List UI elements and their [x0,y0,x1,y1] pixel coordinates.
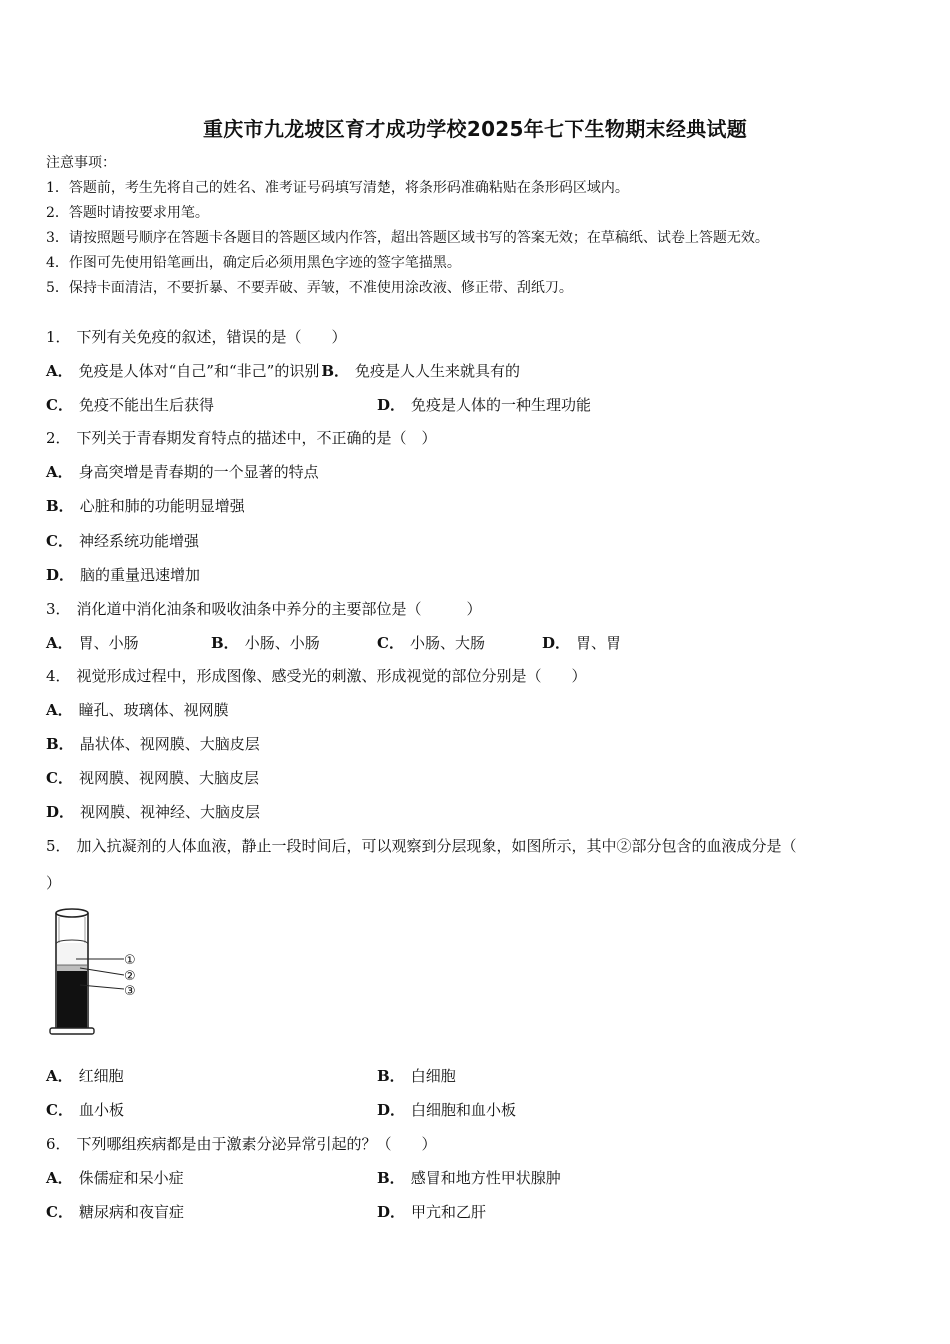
option-d: D． 视网膜、视神经、大脑皮层 [46,803,261,821]
question-number: 3． [46,600,71,618]
question-text: 视觉形成过程中，形成图像、感受光的刺激、形成视觉的部位分别是（ ） [76,667,587,685]
question-number: 6． [46,1135,71,1153]
option-a: A． 侏儒症和呆小症 [46,1169,184,1187]
question-stem [46,1133,437,1154]
page-title: 重庆市九龙坡区育才成功学校2025年七下生物期末经典试题 [202,117,748,141]
option-a: A． 红细胞 [46,1067,124,1085]
option-a: A． 身高突增是青春期的一个显著的特点 [46,463,319,481]
notice-item-text: 答题时请按要求用笔。 [68,205,209,221]
question-number: 1． [46,328,71,346]
option-b-key: B． [321,362,350,380]
option-c: C． 糖尿病和夜盲症 [46,1203,184,1221]
notice-item [46,227,769,247]
option-d: D． 脑的重量迅速增加 [46,566,201,584]
option-c: C． 视网膜、视网膜、大脑皮层 [46,769,259,787]
option-d: D． 胃、胃 [542,634,622,652]
notice-item [46,277,573,297]
notice-item-number: 2． [46,205,69,221]
question-number: 2． [46,429,71,447]
figure-label-2: ② [124,969,136,984]
figure-label-1: ① [124,953,136,968]
notice-item-text: 答题前，考生先将自己的姓名、准考证号码填写清楚，将条形码准确粘贴在条形码区域内。 [68,180,629,196]
option-a: A． 免疫是人体对“自己”和“非己”的识别 B． 免疫是人人生来就具有的 [46,362,521,380]
notice-item-number: 1． [46,180,69,196]
notice-item [46,177,629,197]
question-text: 消化道中消化油条和吸收油条中养分的主要部位是（ ） [76,600,482,618]
question-stem [46,427,437,448]
option-a: A． 胃、小肠 [46,634,139,652]
option-b: B． 白细胞 [377,1067,456,1085]
notice-item-text: 作图可先使用铅笔画出，确定后必须用黑色字迹的签字笔描黑。 [68,255,461,271]
option-b-text: 免疫是人人生来就具有的 [355,362,521,380]
notice-item-number: 4． [46,255,69,271]
question-text: 下列关于青春期发育特点的描述中，不正确的是（ ） [76,429,437,447]
option-c: C． 免疫不能出生后获得 [46,396,214,414]
question-stem [46,598,482,619]
notice-item-number: 3． [46,230,69,246]
question-text: 下列有关免疫的叙述，错误的是（ ） [76,328,347,346]
option-c: C． 小肠、大肠 [377,634,485,652]
option-c: C． 血小板 [46,1101,124,1119]
option-d: D． 甲亢和乙肝 [377,1203,487,1221]
question-number: 5． [46,837,71,855]
option-b: B． 心脏和肺的功能明显增强 [46,497,245,515]
question-text: 加入抗凝剂的人体血液，静止一段时间后，可以观察到分层现象，如图所示，其中②部分包含的血液成分是（ [76,837,797,855]
notice-heading: 注意事项： [46,155,116,171]
question-text: 下列哪组疾病都是由于激素分泌异常引起的？（ ） [76,1135,437,1153]
question-stem [46,835,797,856]
notice-item [46,202,209,222]
option-b: B． 晶状体、视网膜、大脑皮层 [46,735,260,753]
question-number: 4． [46,667,71,685]
notice-item-text: 请按照题号顺序在答题卡各题目的答题区域内作答，超出答题区域书写的答案无效；在草稿纸、试卷上答题无效。 [68,230,769,246]
option-a: A． 瞳孔、玻璃体、视网膜 [46,701,229,719]
figure-label-3: ③ [124,984,136,999]
question-stem [46,326,347,347]
notice-item-number: 5． [46,280,69,296]
option-b: B． 感冒和地方性甲状腺肿 [377,1169,561,1187]
option-c: C． 神经系统功能增强 [46,532,199,550]
option-d: D． 白细胞和血小板 [377,1101,517,1119]
question-stem-continued: ） [46,874,62,892]
blood-test-tube-figure [44,905,154,1040]
question-stem [46,665,587,686]
notice-item-text: 保持卡面清洁，不要折暴、不要弄破、弄皱，不准使用涂改液、修正带、刮纸刀。 [68,280,573,296]
option-d: D． 免疫是人体的一种生理功能 [377,396,592,414]
notice-item [46,252,461,272]
option-b: B． 小肠、小肠 [211,634,320,652]
